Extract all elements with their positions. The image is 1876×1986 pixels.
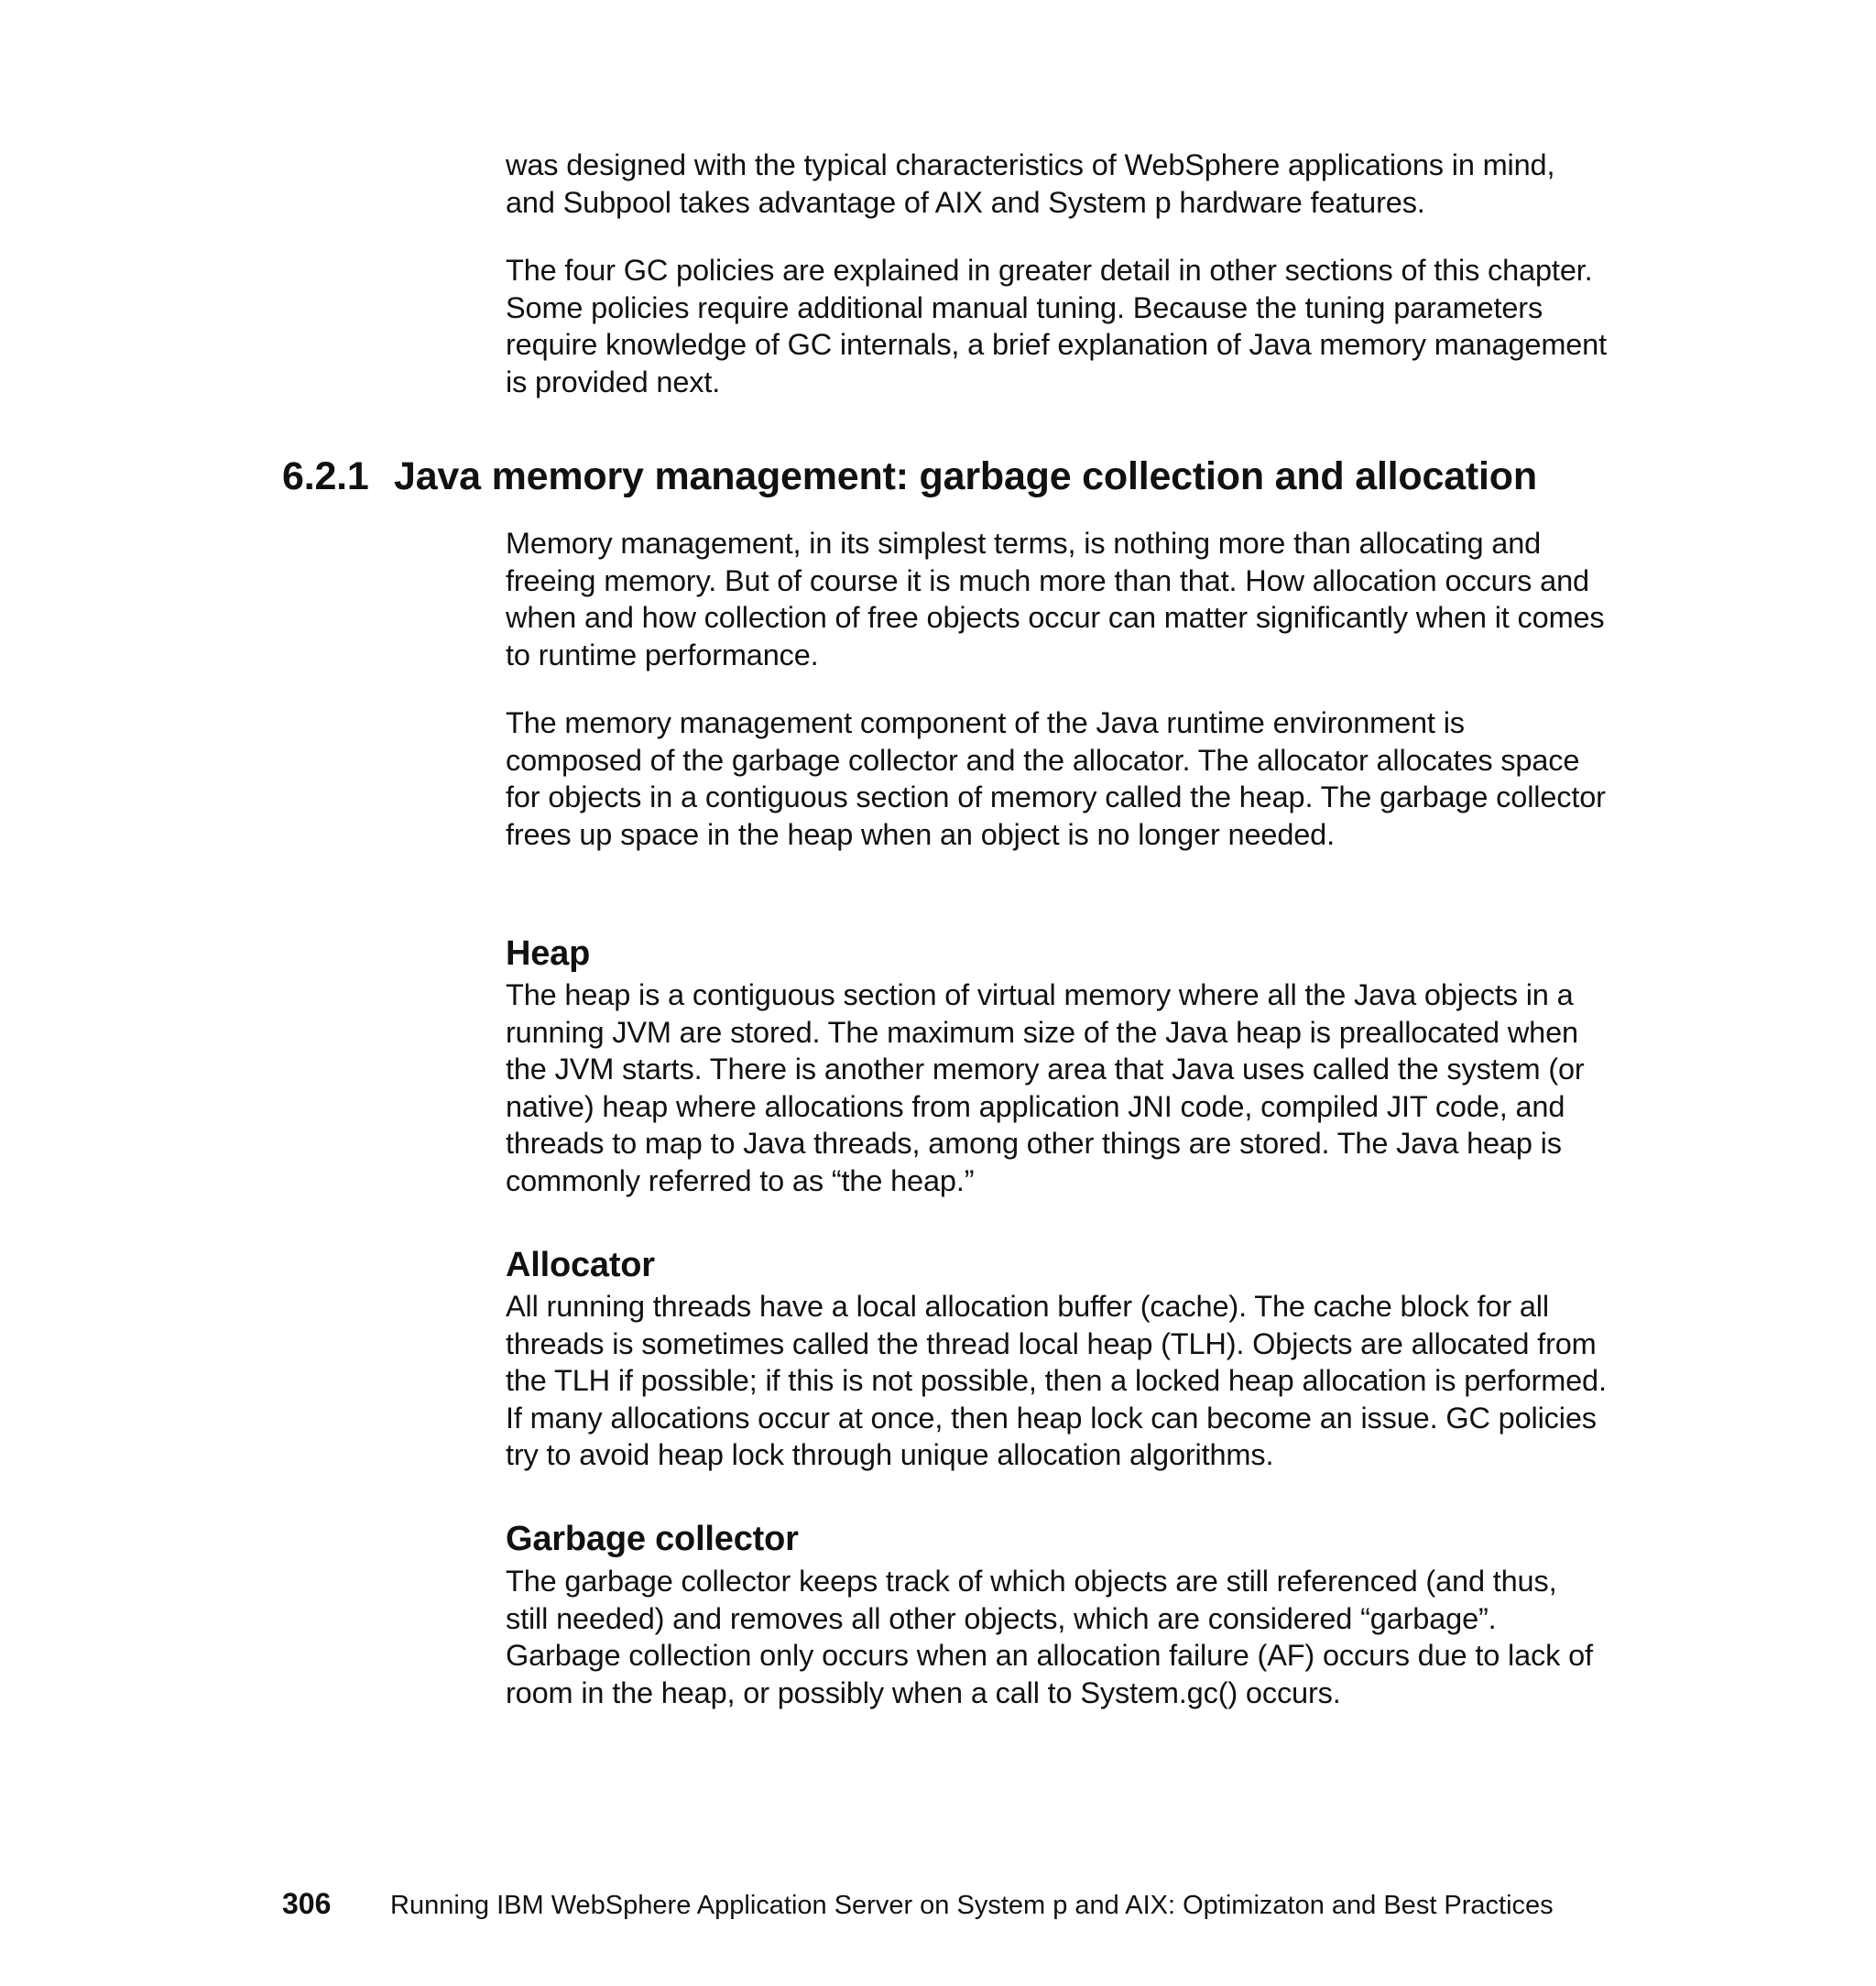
intro-text-1: was designed with the typical characteristics of WebSphere applications in mind, and Subpool takes advantage of AIX and System p hardware features. bbox=[506, 148, 1555, 219]
intro-paragraph-2 bbox=[506, 252, 1607, 400]
allocator-heading: Allocator bbox=[506, 1246, 655, 1284]
section-number: 6.2.1 bbox=[282, 454, 369, 498]
book-title: Running IBM WebSphere Application Server on System p and AIX: Optimizaton and Best Practices bbox=[390, 1891, 1554, 1920]
section-heading bbox=[282, 451, 1537, 502]
garbage-collector-paragraph bbox=[506, 1563, 1607, 1711]
allocator-paragraph bbox=[506, 1288, 1607, 1474]
allocator-text: All running threads have a local allocation buffer (cache). The cache block for all threads is sometimes called the thread local heap (TLH). Objects are allocated from the TLH if possible; if this is not possible, then a locked heap allocation is performed. If many allocations occur at once, then heap lock can become an issue. GC policies try to avoid heap lock through unique allocation algorithms. bbox=[506, 1290, 1607, 1471]
intro-text-2: The four GC policies are explained in greater detail in other sections of this chapter. Some policies require additional manual tuning. Because the tuning parameters require knowledge of GC internals, a brief explanation of Java memory management is provided next. bbox=[506, 254, 1607, 398]
section-text-2: The memory management component of the Java runtime environment is composed of the garbage collector and the allocator. The allocator allocates space for objects in a contiguous section of memory called the heap. The garbage collector frees up space in the heap when an object is no longer needed. bbox=[506, 706, 1606, 851]
intro-paragraph-1 bbox=[506, 147, 1607, 221]
page-footer bbox=[282, 1887, 1610, 1922]
section-paragraph-2 bbox=[506, 704, 1607, 853]
garbage-collector-text: The garbage collector keeps track of which objects are still referenced (and thus, still needed) and removes all other objects, which are considered “garbage”. Garbage collection only occurs when an allocation failure (AF) occurs due to lack of room in the heap, or possibly when a call to System.gc() occurs. bbox=[506, 1565, 1593, 1709]
section-text-1: Memory management, in its simplest terms, is nothing more than allocating and freeing memory. But of course it is much more than that. How allocation occurs and when and how collection of free objects occur can matter significantly when it comes to runtime performance. bbox=[506, 527, 1605, 671]
heap-heading: Heap bbox=[506, 934, 591, 973]
heap-paragraph bbox=[506, 977, 1607, 1199]
section-title: Java memory management: garbage collection and allocation bbox=[394, 454, 1537, 498]
heap-text: The heap is a contiguous section of virtual memory where all the Java objects in a running JVM are stored. The maximum size of the Java heap is preallocated when the JVM starts. There is another memory area that Java uses called the system (or native) heap where allocations from application JNI code, compiled JIT code, and threads to map to Java threads, among other things are stored. The Java heap is commonly referred to as “the heap.” bbox=[506, 978, 1585, 1197]
garbage-collector-heading: Garbage collector bbox=[506, 1520, 799, 1558]
section-paragraph-1 bbox=[506, 525, 1607, 673]
page-number: 306 bbox=[282, 1887, 332, 1920]
